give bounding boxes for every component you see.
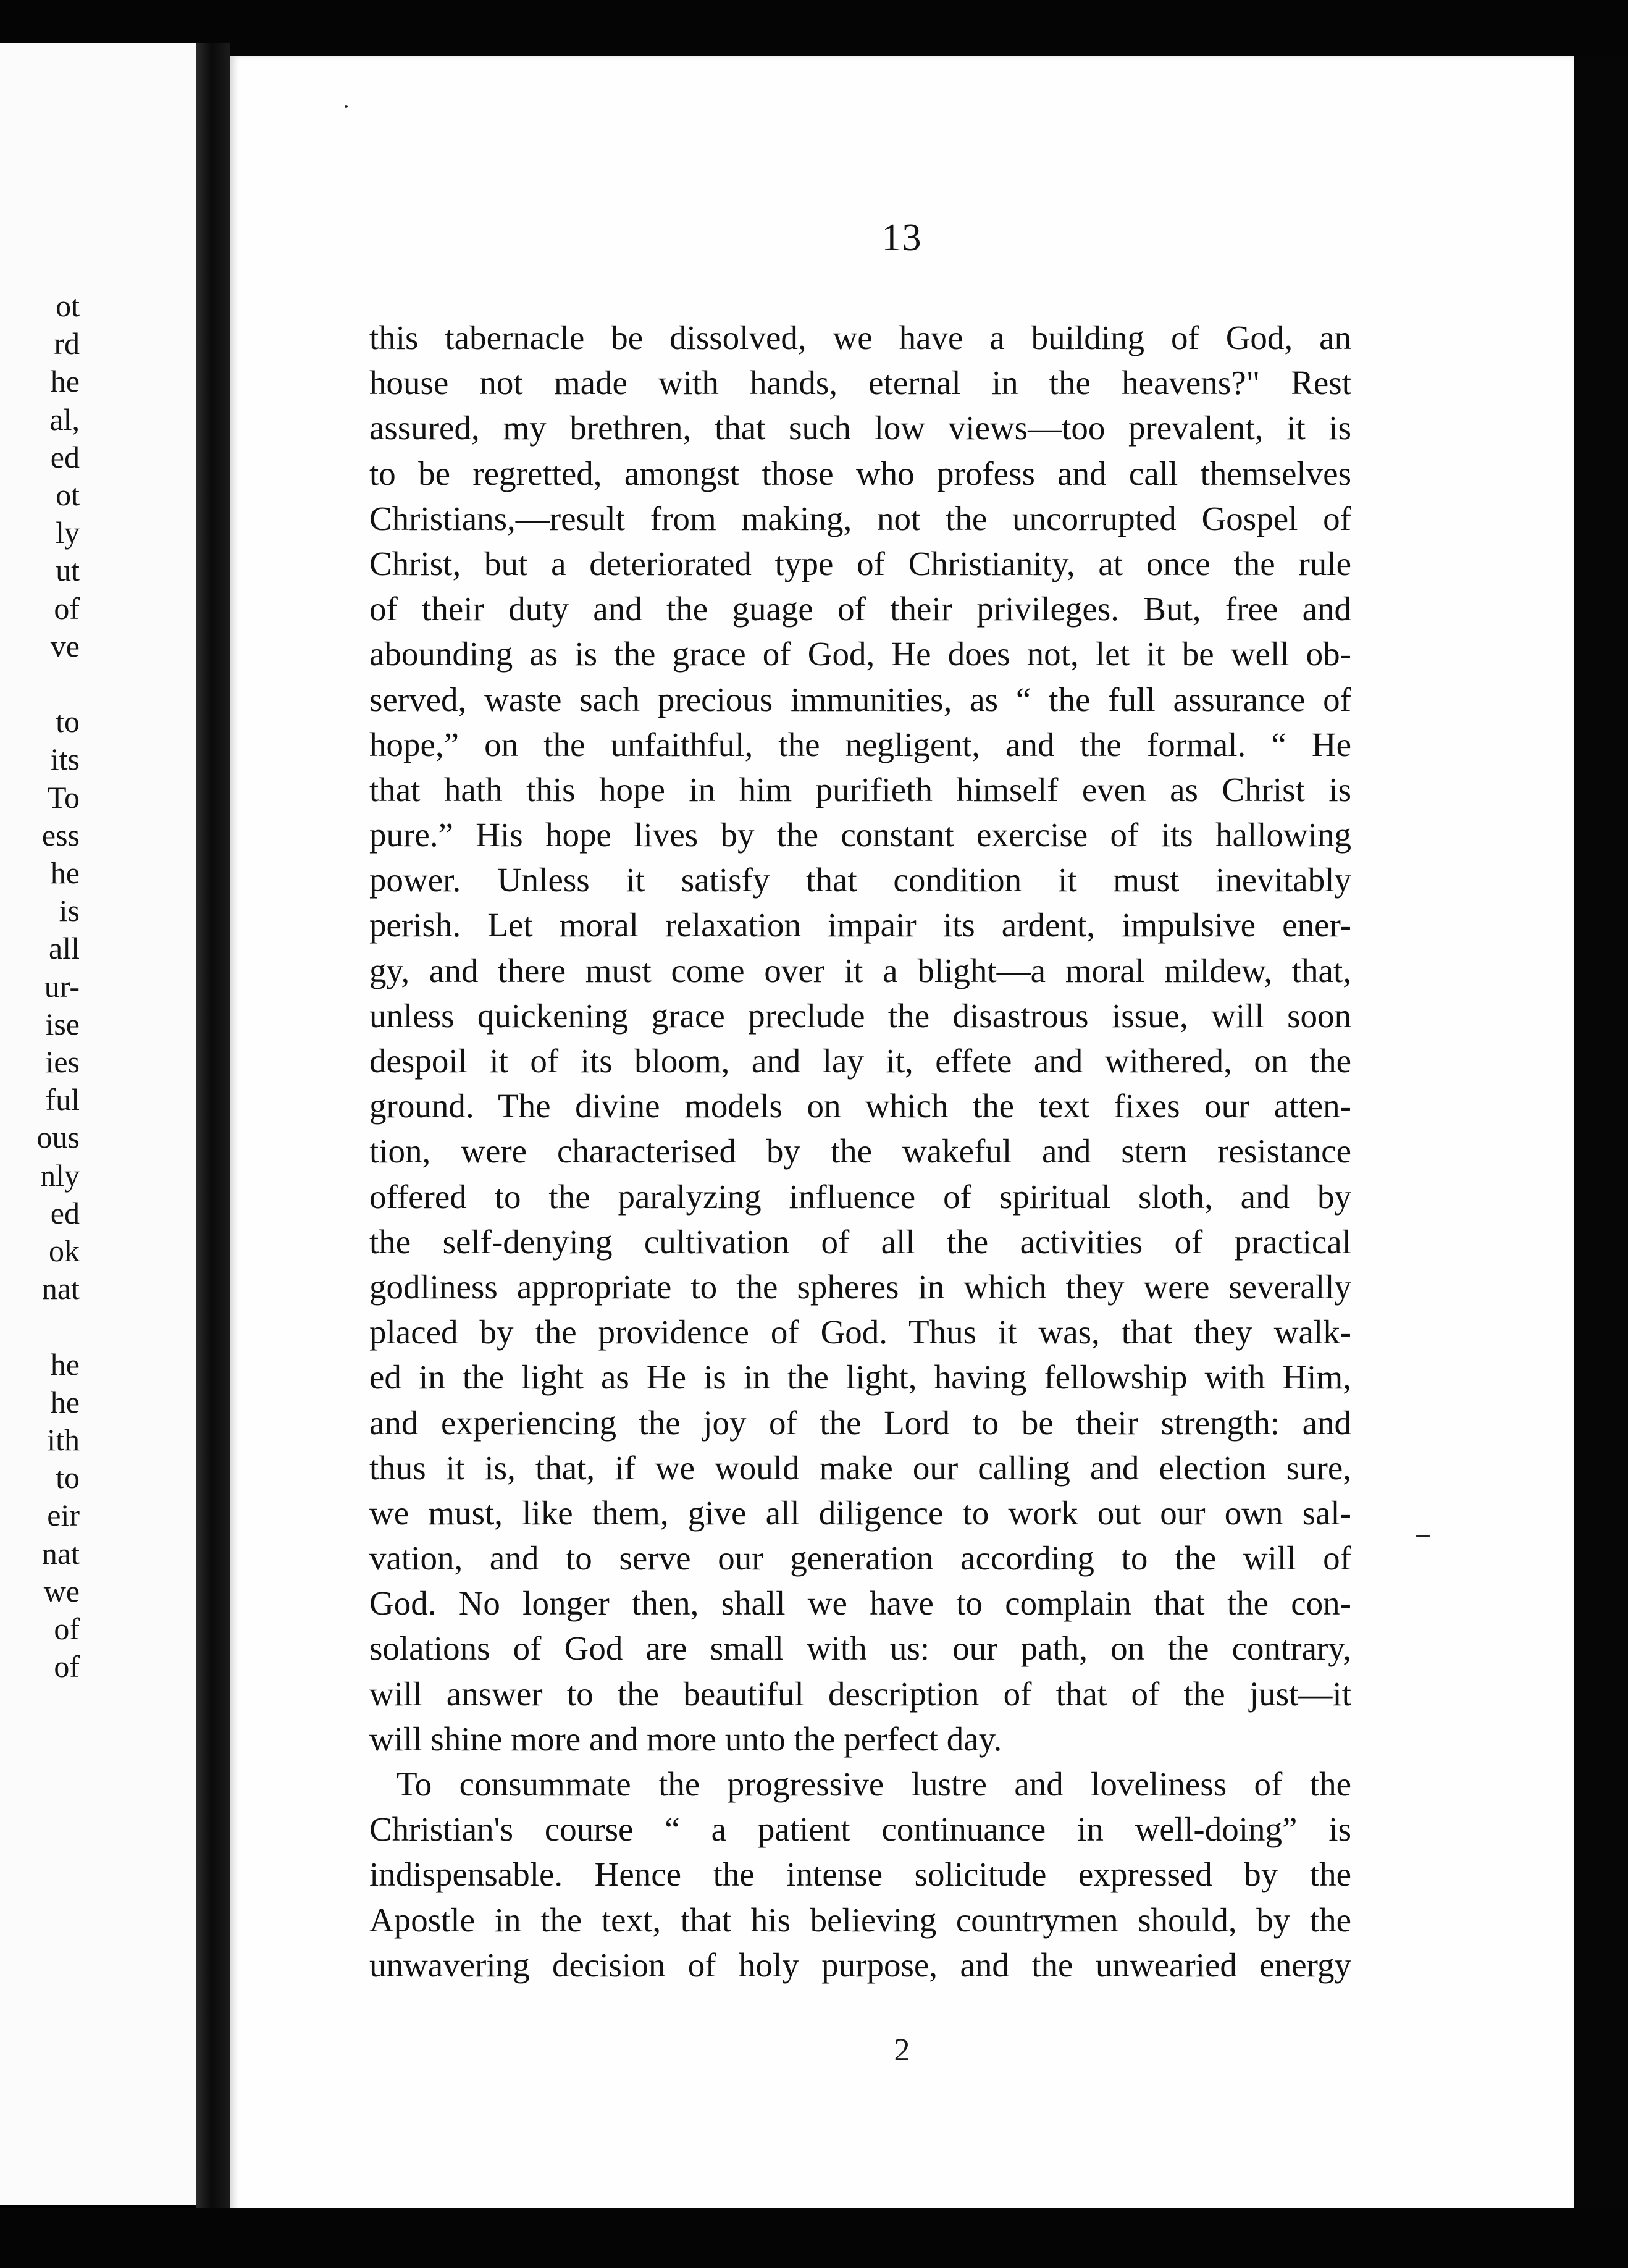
left-page-fragment: al, bbox=[49, 401, 80, 437]
left-page-fragment: ies bbox=[45, 1044, 80, 1079]
left-page-fragment: rd bbox=[54, 326, 80, 361]
left-page-fragment: ly bbox=[56, 515, 80, 550]
left-page-fragment: ur- bbox=[44, 968, 80, 1004]
left-page-fragment: ot bbox=[56, 477, 80, 512]
left-page-fragment: eir bbox=[47, 1498, 80, 1533]
text-line: offered to the paralyzing influence of spiritual sloth, and by bbox=[369, 1177, 1351, 1216]
left-page-fragment: ed bbox=[50, 1195, 80, 1230]
page-number: 13 bbox=[881, 217, 923, 259]
ink-speck bbox=[345, 105, 348, 108]
text-line: Apostle in the text, that his believing countrymen should, by the bbox=[369, 1900, 1351, 1939]
text-line: gy, and there must come over it a blight—a moral mildew, that, bbox=[369, 951, 1351, 989]
text-line: thus it is, that, if we would make our calling and election sure, bbox=[369, 1448, 1351, 1487]
left-page-fragment: he bbox=[50, 1384, 80, 1419]
main-page bbox=[230, 56, 1574, 2217]
text-line: we must, like them, give all diligence to work out our own sal- bbox=[369, 1493, 1351, 1532]
left-page-fragment: to bbox=[56, 1460, 80, 1495]
left-page-fragment: ful bbox=[45, 1082, 80, 1117]
text-line: this tabernacle be dissolved, we have a building of God, an bbox=[369, 319, 1351, 356]
left-page-fragment: ot bbox=[56, 288, 80, 323]
text-line: of their duty and the guage of their privileges. But, free and bbox=[369, 590, 1351, 628]
left-page-fragment: is bbox=[59, 893, 80, 928]
left-page-fragment: he bbox=[50, 855, 80, 890]
text-line: served, waste sach precious immunities, as “ the full assurance of bbox=[369, 680, 1351, 718]
text-line: perish. Let moral relaxation impair its ardent, impulsive ener- bbox=[369, 906, 1351, 944]
left-page-fragment: to bbox=[56, 704, 80, 739]
left-page-fragment: ous bbox=[36, 1120, 80, 1155]
signature-mark: 2 bbox=[894, 2033, 910, 2068]
left-page-fragment: To bbox=[47, 779, 80, 815]
text-line: power. Unless it satisfy that condition it must inevitably bbox=[369, 861, 1351, 899]
scan-right-edge bbox=[1574, 56, 1628, 2217]
text-line: pure.” His hope lives by the constant exercise of its hallowing bbox=[369, 816, 1351, 854]
text-line: unless quickening grace preclude the disastrous issue, will soon bbox=[369, 996, 1351, 1035]
ink-speck bbox=[1416, 1535, 1430, 1537]
left-page-fragment: ok bbox=[49, 1233, 80, 1268]
page-body-text bbox=[369, 315, 1351, 1988]
text-line: Christ, but a deteriorated type of Christianity, at once the rule bbox=[369, 544, 1351, 582]
text-line: Christian's course “ a patient continuance in well-doing” is bbox=[369, 1810, 1351, 1849]
text-line: Christians,—result from making, not the uncorrupted Gospel of bbox=[369, 499, 1351, 537]
left-page-fragment: ess bbox=[41, 817, 80, 852]
scan-bottom-edge bbox=[0, 2208, 1628, 2268]
left-facing-page bbox=[0, 43, 196, 2205]
left-page-fragment: all bbox=[49, 931, 80, 966]
left-page-fragment: ut bbox=[56, 553, 80, 588]
left-page-fragment: of bbox=[54, 1611, 80, 1646]
left-page-fragment: ve bbox=[50, 628, 80, 663]
text-line: godliness appropriate to the spheres in which they were severally bbox=[369, 1267, 1351, 1306]
left-page-fragment: of bbox=[54, 1649, 80, 1684]
text-line: that hath this hope in him purifieth himself even as Christ is bbox=[369, 770, 1351, 808]
scan-top-edge bbox=[0, 0, 1628, 59]
text-line: ed in the light as He is in the light, having fellowship with Him, bbox=[369, 1358, 1351, 1396]
left-page-fragment: ith bbox=[47, 1422, 80, 1457]
text-line: house not made with hands, eternal in the heavens?" Rest bbox=[369, 364, 1351, 402]
text-line: To consummate the progressive lustre and loveliness of the bbox=[397, 1765, 1351, 1803]
left-page-fragment: of bbox=[54, 590, 80, 626]
text-line: indispensable. Hence the intense solicitude expressed by the bbox=[369, 1855, 1351, 1894]
text-line: assured, my brethren, that such low views—too prevalent, it is bbox=[369, 409, 1351, 447]
text-line: ground. The divine models on which the text fixes our atten- bbox=[369, 1087, 1351, 1125]
text-line: tion, were characterised by the wakeful and stern resistance bbox=[369, 1132, 1351, 1170]
text-line: vation, and to serve our generation according to the will of bbox=[369, 1539, 1351, 1577]
text-line: and experiencing the joy of the Lord to be their strength: and bbox=[369, 1403, 1351, 1442]
text-line: the self-denying cultivation of all the activities of practical bbox=[369, 1222, 1351, 1261]
left-page-fragment: nly bbox=[40, 1157, 80, 1193]
book-gutter bbox=[196, 43, 230, 2211]
left-page-fragment: nat bbox=[41, 1271, 80, 1306]
text-line: abounding as is the grace of God, He does not, let it be well ob- bbox=[369, 635, 1351, 673]
left-page-fragment: he bbox=[50, 1346, 80, 1382]
left-page-fragment: ise bbox=[45, 1006, 80, 1041]
left-page-text-fragments bbox=[0, 43, 83, 2205]
text-line: unwavering decision of holy purpose, and the unwearied energy bbox=[369, 1946, 1351, 1984]
left-page-fragment: nat bbox=[41, 1535, 80, 1571]
text-line: solations of God are small with us: our path, on the contrary, bbox=[369, 1629, 1351, 1668]
text-line: will shine more and more unto the perfect day. bbox=[369, 1720, 1002, 1758]
left-page-fragment: he bbox=[50, 364, 80, 399]
text-line: despoil it of its bloom, and lay it, effete and withered, on the bbox=[369, 1042, 1351, 1080]
text-line: will answer to the beautiful description of that of the just—it bbox=[369, 1674, 1351, 1713]
text-line: hope,” on the unfaithful, the negligent, and the formal. “ He bbox=[369, 725, 1351, 763]
left-page-fragment: ed bbox=[50, 439, 80, 474]
text-line: God. No longer then, shall we have to complain that the con- bbox=[369, 1584, 1351, 1623]
text-line: to be regretted, amongst those who profess and call themselves bbox=[369, 454, 1351, 492]
left-page-fragment: we bbox=[43, 1573, 80, 1608]
text-line: placed by the providence of God. Thus it was, that they walk- bbox=[369, 1313, 1351, 1351]
left-page-fragment: its bbox=[50, 742, 80, 777]
